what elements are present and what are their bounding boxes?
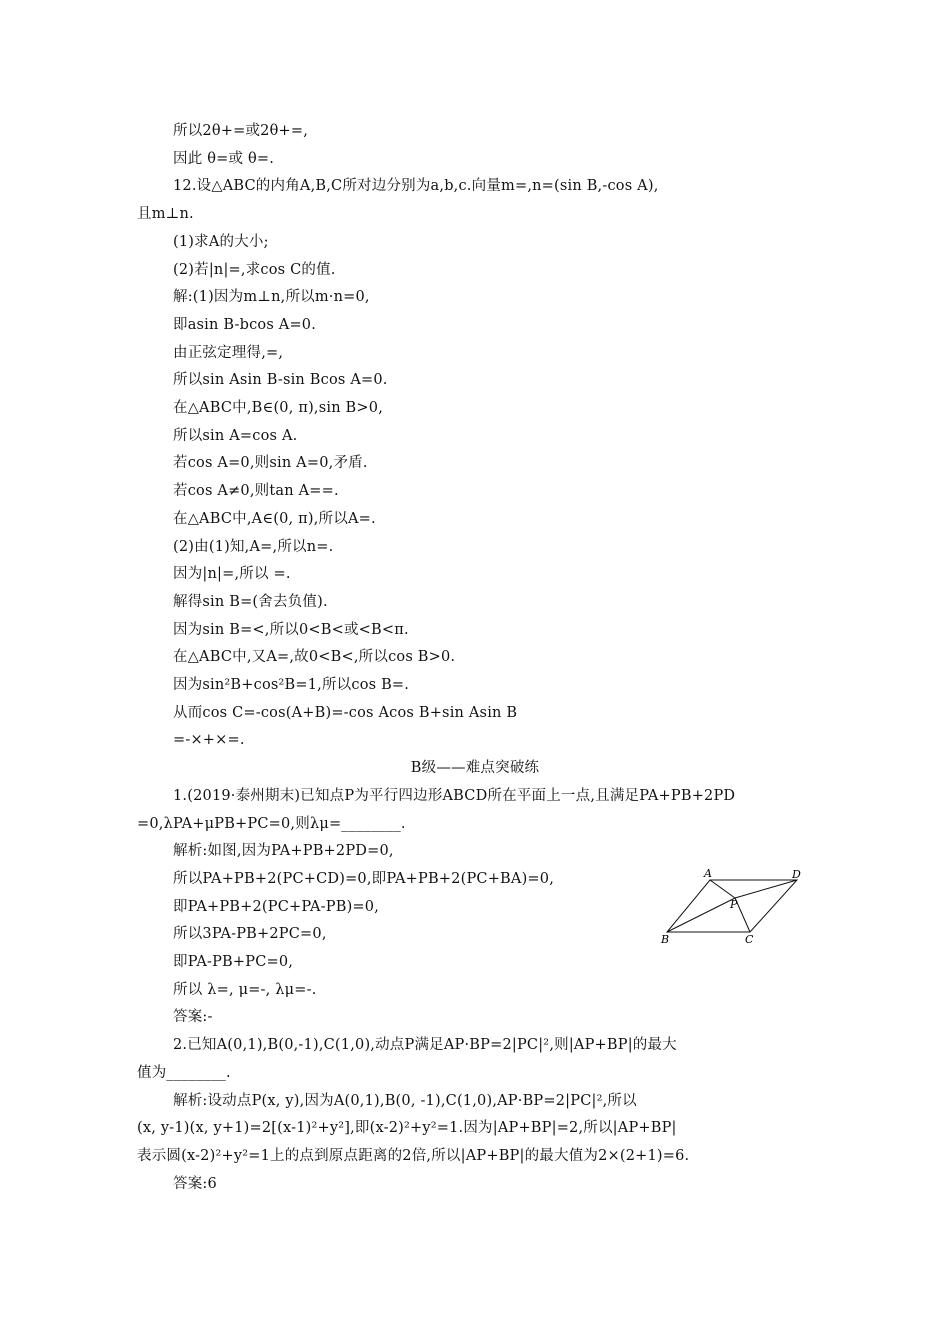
text-line: 由正弦定理得,=, — [173, 345, 284, 361]
segment-bp — [667, 898, 735, 932]
text-line: =-×+×=. — [173, 732, 245, 748]
text-line: 因为sin²B+cos²B=1,所以cos B=. — [173, 677, 410, 693]
text-line: (1)求A的大小; — [173, 234, 269, 250]
label-p: P — [730, 898, 738, 911]
text-line: 若cos A=0,则sin A=0,矛盾. — [173, 455, 368, 471]
text-line: 因为sin B=<,所以0<B<或<B<π. — [173, 622, 409, 638]
text-line: 因为|n|=,所以 =. — [173, 566, 291, 582]
text-line: 所以PA+PB+2(PC+CD)=0,即PA+PB+2(PC+BA)=0, — [173, 871, 555, 887]
text-line: =0,λPA+μPB+PC=0,则λμ=________. — [137, 816, 406, 832]
text-line: 若cos A≠0,则tan A==. — [173, 483, 339, 499]
text-line: 所以sin A=cos A. — [173, 428, 298, 444]
text-line: (x, y-1)(x, y+1)=2[(x-1)²+y²],即(x-2)²+y²=1.因为|AP+BP|=2,所以|AP+BP| — [137, 1120, 677, 1136]
label-c: C — [745, 933, 754, 946]
text-line: 2.已知A(0,1),B(0,-1),C(1,0),动点P满足AP·BP=2|PC|²,则|AP+BP|的最大 — [173, 1037, 677, 1053]
text-line: 从而cos C=-cos(A+B)=-cos Acos B+sin Asin B — [173, 705, 518, 721]
text-line: 答案:6 — [173, 1176, 217, 1192]
text-line: 解得sin B=(舍去负值). — [173, 594, 328, 610]
text-line: 因此 θ=或 θ=. — [173, 151, 275, 167]
text-line: 所以sin Asin B-sin Bcos A=0. — [173, 372, 388, 388]
segment-dp — [735, 880, 797, 898]
segment-ap — [710, 880, 735, 898]
text-line: 且m⊥n. — [137, 206, 194, 222]
text-line: 1.(2019·泰州期末)已知点P为平行四边形ABCD所在平面上一点,且满足PA+PB+2PD — [173, 788, 736, 804]
parallelogram-figure — [655, 868, 815, 948]
text-line: 所以 λ=, μ=-, λμ=-. — [173, 982, 317, 998]
text-line: 在△ABC中,又A=,故0<B<,所以cos B>0. — [173, 649, 456, 665]
label-b: B — [661, 933, 670, 946]
text-line: 即PA+PB+2(PC+PA-PB)=0, — [173, 899, 380, 915]
text-line: B级——难点突破练 — [410, 760, 540, 776]
label-d: D — [792, 868, 801, 881]
text-line: 解析:如图,因为PA+PB+2PD=0, — [173, 843, 394, 859]
text-line: 答案:- — [173, 1009, 213, 1025]
text-line: 在△ABC中,A∈(0, π),所以A=. — [173, 511, 376, 527]
text-line: 所以3PA-PB+2PC=0, — [173, 926, 327, 942]
text-line: 即PA-PB+PC=0, — [173, 954, 294, 970]
text-line: (2)由(1)知,A=,所以n=. — [173, 539, 334, 555]
text-line: 解:(1)因为m⊥n,所以m·n=0, — [173, 289, 370, 305]
label-a: A — [704, 868, 712, 880]
text-line: 值为________. — [137, 1065, 231, 1081]
text-line: 所以2θ+=或2θ+=, — [173, 123, 309, 139]
text-line: (2)若|n|=,求cos C的值. — [173, 262, 336, 278]
text-line: 解析:设动点P(x, y),因为A(0,1),B(0, -1),C(1,0),AP·BP=2|PC|²,所以 — [173, 1093, 637, 1109]
text-line: 在△ABC中,B∈(0, π),sin B>0, — [173, 400, 384, 416]
text-line: 表示圆(x-2)²+y²=1上的点到原点距离的2倍,所以|AP+BP|的最大值为2×(2+1)=6. — [137, 1148, 690, 1164]
text-line: 即asin B-bcos A=0. — [173, 317, 317, 333]
text-line: 12.设△ABC的内角A,B,C所对边分别为a,b,c.向量m=,n=(sin B,-cos A), — [173, 178, 659, 194]
